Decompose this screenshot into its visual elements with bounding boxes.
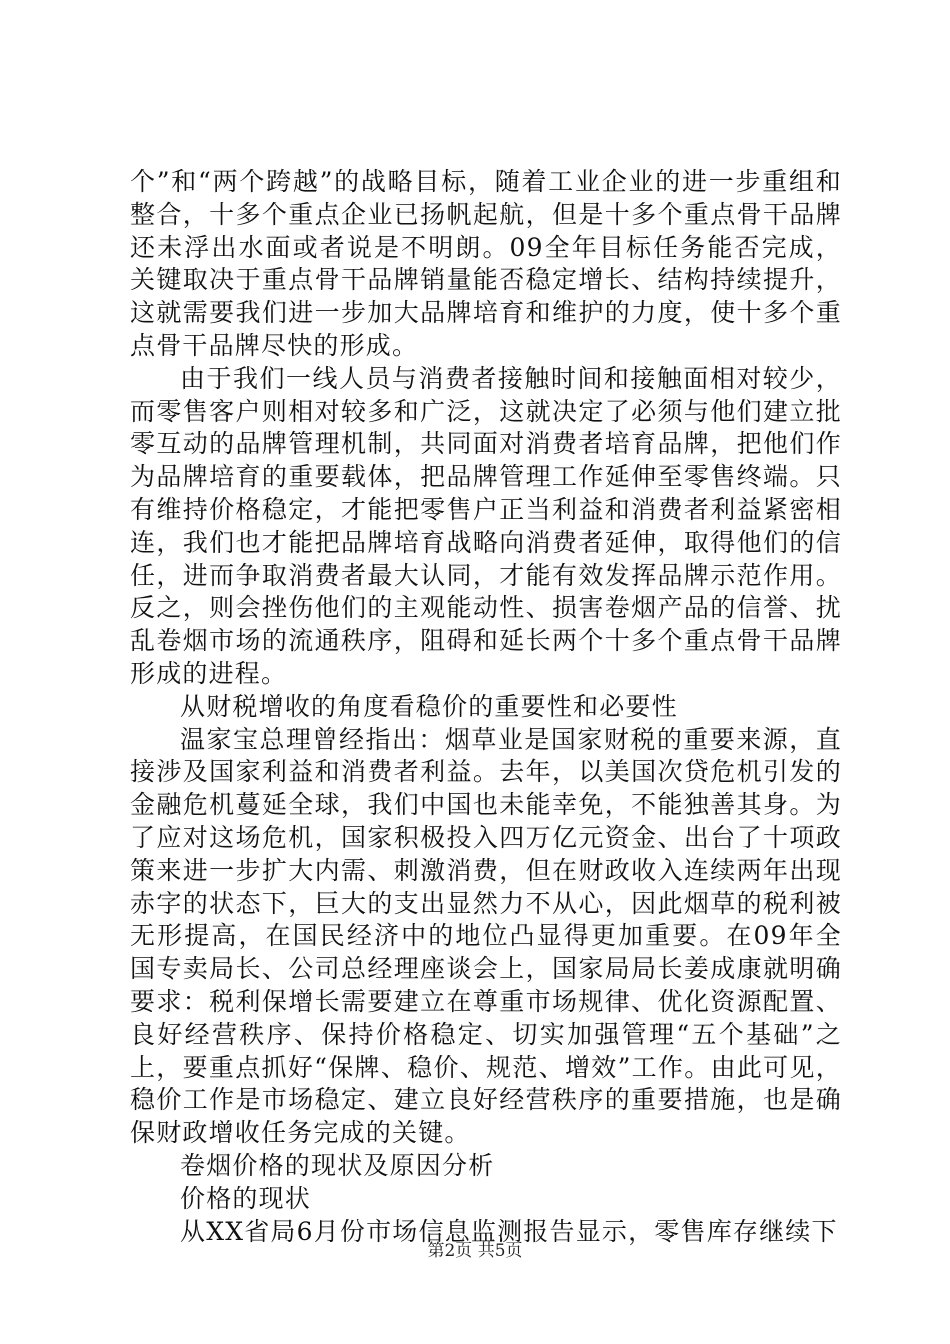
paragraph-tax-revenue: 温家宝总理曾经指出：烟草业是国家财税的重要来源，直接涉及国家利益和消费者利益。去年，以美国次贷危机引发的金融危机蔓延全球，我们中国也未能幸免，不能独善其身。为了应对这场危机，国家积极投入四万亿元资金、出台了十项政策来进一步扩大内需、刺激消费，但在财政收入连续两年出现赤字的状态下，巨大的支出显然力不从心，因此烟草的税利被无形提高，在国民经济中的地位凸显得更加重要。在09年全国专卖局长、公司总经理座谈会上，国家局局长姜成康就明确要求：税利保增长需要建立在尊重市场规律、优化资源配置、良好经营秩序、保持价格稳定、切实加强管理“五个基础”之上，要重点抓好“保牌、稳价、规范、增效”工作。由此可见，稳价工作是市场稳定、建立良好经营秩序的重要措施，也是确保财政增收任务完成的关键。 (130, 724, 842, 1148)
page-footer: 第2页 共5页 (427, 1241, 523, 1261)
paragraph-price-status: 从XX省局6月份市场信息监测报告显示，零售库存继续下 (180, 1216, 838, 1246)
subsection-heading-price-status: 价格的现状 (180, 1183, 312, 1213)
section-heading-tax-revenue: 从财税增收的角度看稳价的重要性和必要性 (180, 691, 678, 721)
paragraph-retail-interaction: 由于我们一线人员与消费者接触时间和接触面相对较少，而零售客户则相对较多和广泛，这就决定了必须与他们建立批零互动的品牌管理机制，共同面对消费者培育品牌，把他们作为品牌培育的重要载体，把品牌管理工作延伸至零售终端。只有维持价格稳定，才能把零售户正当利益和消费者利益紧密相连，我们也才能把品牌培育战略向消费者延伸，取得他们的信任，进而争取消费者最大认同，才能有效发挥品牌示范作用。反之，则会挫伤他们的主观能动性、损害卷烟产品的信誉、扰乱卷烟市场的流通秩序，阻碍和延长两个十多个重点骨干品牌形成的进程。 (130, 363, 842, 688)
document-body (130, 166, 842, 1248)
paragraph-brand-strategy: 个”和“两个跨越”的战略目标，随着工业企业的进一步重组和整合，十多个重点企业已扬帆起航，但是十多个重点骨干品牌还未浮出水面或者说是不明朗。09全年目标任务能否完成，关键取决于重点骨干品牌销量能否稳定增长、结构持续提升，这就需要我们进一步加大品牌培育和维护的力度，使十多个重点骨干品牌尽快的形成。 (130, 167, 842, 360)
section-heading-price-analysis: 卷烟价格的现状及原因分析 (180, 1150, 495, 1180)
